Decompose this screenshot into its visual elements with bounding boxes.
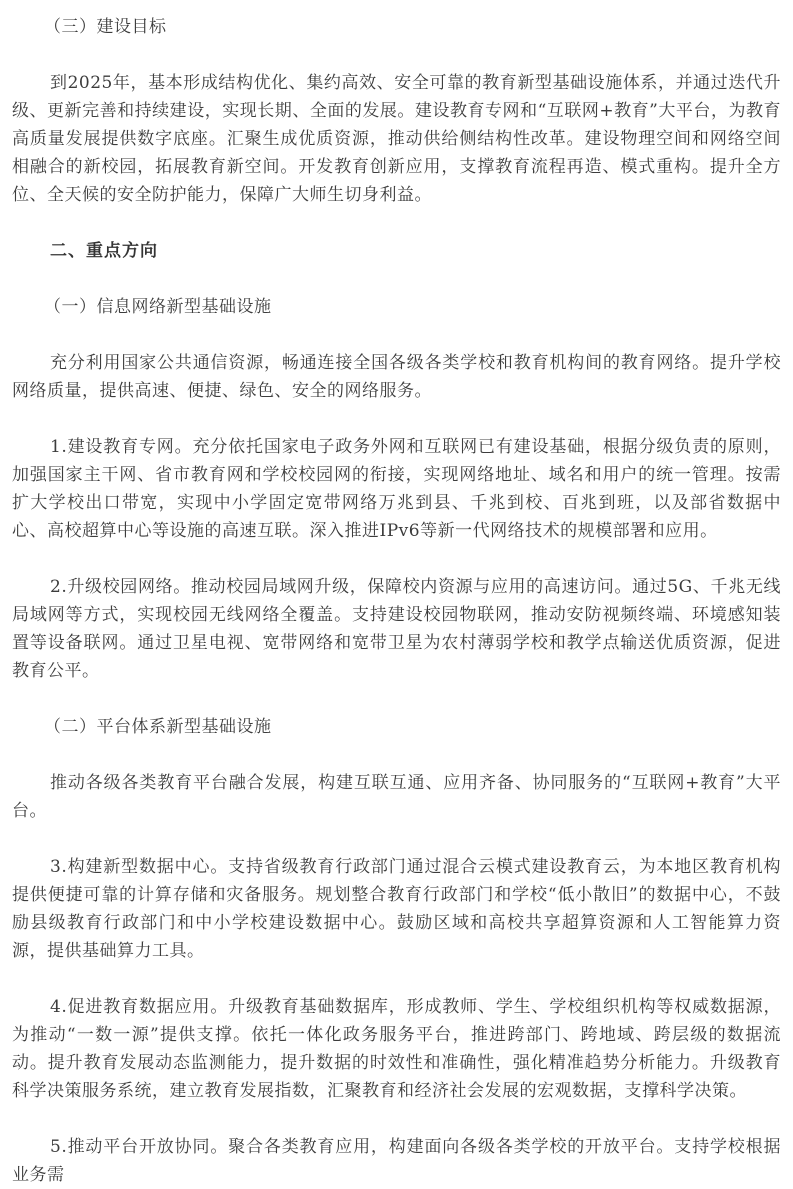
section-subheading-platform-system-infrastructure: （二）平台体系新型基础设施 [44,717,272,737]
paragraph-item-1-education-dedicated-network: 1.建设教育专网。充分依托国家电子政务外网和互联网已有建设基础，根据分级负责的原则，加强国家主干网、省市教育网和学校校园网的衔接，实现网络地址、域名和用户的统一管理。按需扩大学校出口带宽，实现中小学固定宽带网络万兆到县、千兆到校、百兆到班，以及部省数据中心、高校超算中心等设施的高速互联。深入推进IPv6等新一代网络技术的规模部署和应用。 [12,437,781,541]
paragraph-item-5-platform-open-collaboration: 5.推动平台开放协同。聚合各类教育应用，构建面向各级各类学校的开放平台。支持学校根据业务需 [12,1137,781,1185]
section-heading-key-directions: 二、重点方向 [50,241,158,261]
section-subheading-construction-goals: （三）建设目标 [44,17,167,37]
paragraph-construction-goals: 到2025年，基本形成结构优化、集约高效、安全可靠的教育新型基础设施体系，并通过迭代升级、更新完善和持续建设，实现长期、全面的发展。建设教育专网和“互联网+教育”大平台，为教育高质量发展提供数字底座。汇聚生成优质资源，推动供给侧结构性改革。建设物理空间和网络空间相融合的新校园，拓展教育新空间。开发教育创新应用，支撑教育流程再造、模式重构。提升全方位、全天候的安全防护能力，保障广大师生切身利益。 [12,73,781,205]
paragraph-item-3-new-data-center: 3.构建新型数据中心。支持省级教育行政部门通过混合云模式建设教育云，为本地区教育机构提供便捷可靠的计算存储和灾备服务。规划整合教育行政部门和学校“低小散旧”的数据中心，不鼓励县级教育行政部门和中小学校建设数据中心。鼓励区域和高校共享超算资源和人工智能算力资源，提供基础算力工具。 [12,857,781,961]
paragraph-network-overview: 充分利用国家公共通信资源，畅通连接全国各级各类学校和教育机构间的教育网络。提升学校网络质量，提供高速、便捷、绿色、安全的网络服务。 [12,353,781,401]
paragraph-item-4-education-data-application: 4.促进教育数据应用。升级教育基础数据库，形成教师、学生、学校组织机构等权威数据源，为推动“一数一源”提供支撑。依托一体化政务服务平台，推进跨部门、跨地域、跨层级的数据流动。提升教育发展动态监测能力，提升数据的时效性和准确性，强化精准趋势分析能力。升级教育科学决策服务系统，建立教育发展指数，汇聚教育和经济社会发展的宏观数据，支撑科学决策。 [12,997,781,1101]
paragraph-item-2-campus-network-upgrade: 2.升级校园网络。推动校园局域网升级，保障校内资源与应用的高速访问。通过5G、千兆无线局域网等方式，实现校园无线网络全覆盖。支持建设校园物联网，推动安防视频终端、环境感知装置等设备联网。通过卫星电视、宽带网络和宽带卫星为农村薄弱学校和教学点输送优质资源，促进教育公平。 [12,577,781,681]
paragraph-platform-overview: 推动各级各类教育平台融合发展，构建互联互通、应用齐备、协同服务的“互联网+教育”大平台。 [12,773,781,821]
section-subheading-information-network-infrastructure: （一）信息网络新型基础设施 [44,297,272,317]
